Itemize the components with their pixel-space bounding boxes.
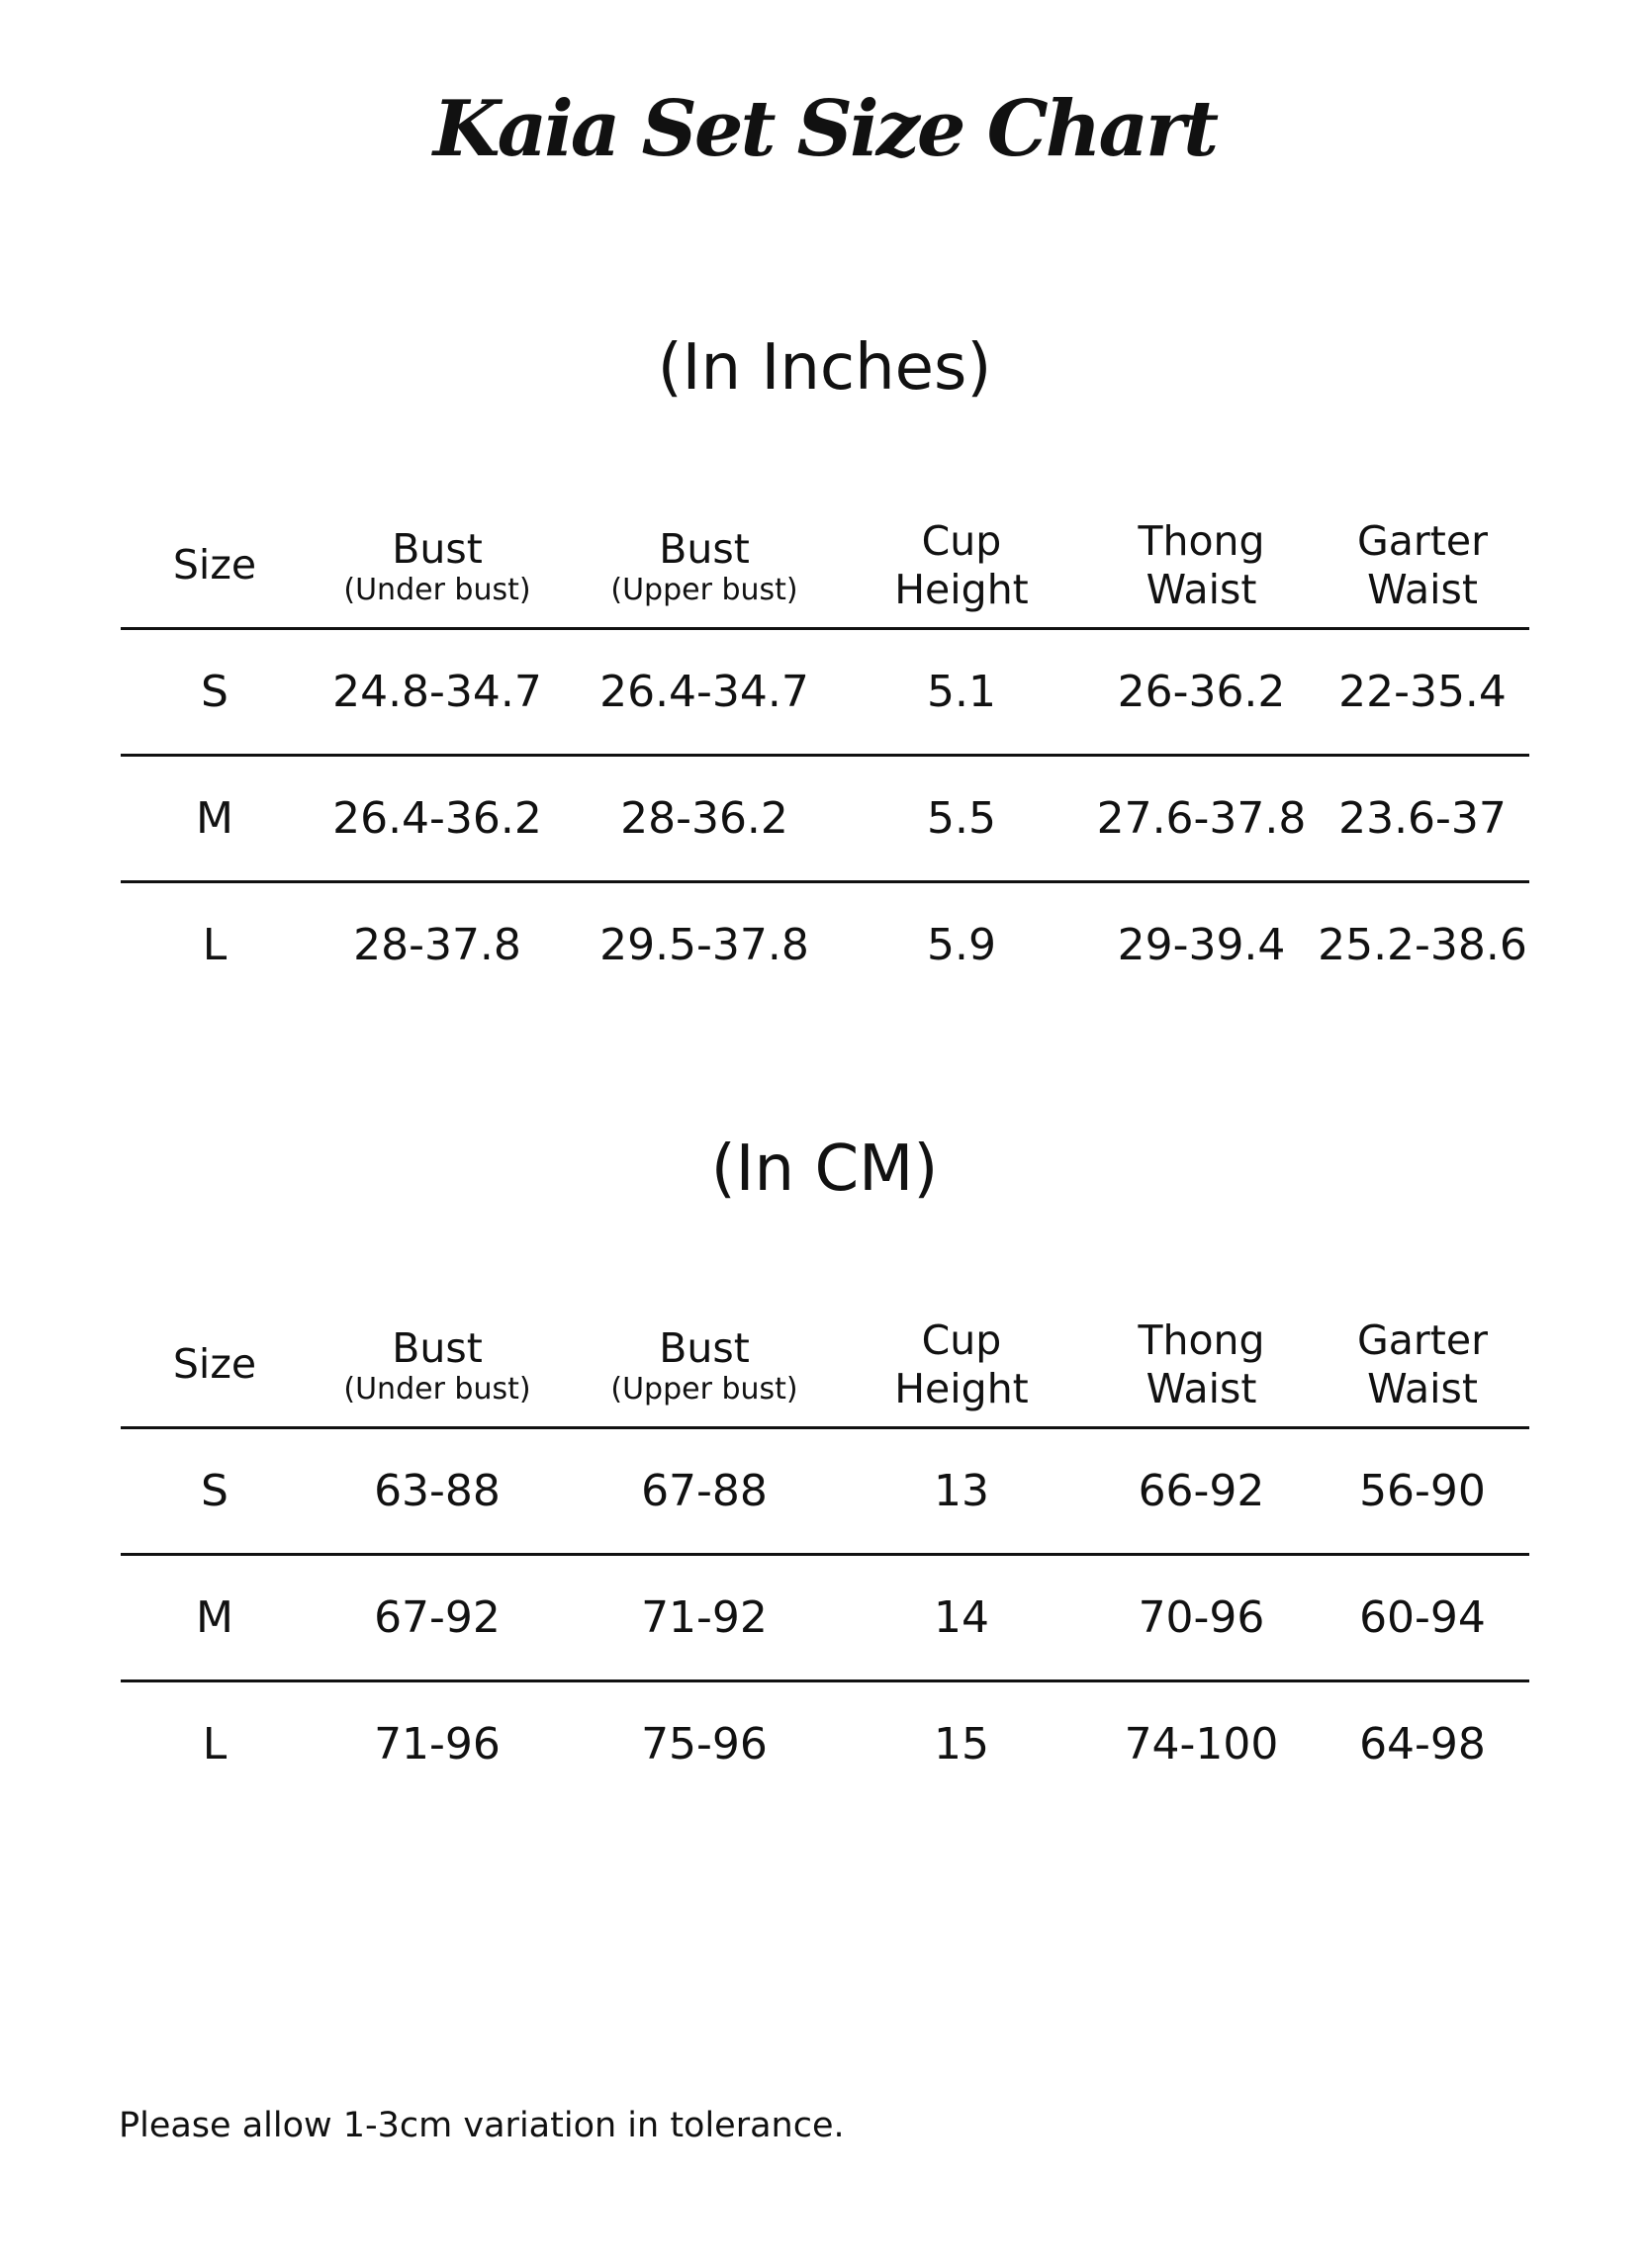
size-cell: L [202, 920, 228, 970]
bust-under-cell: 24.8-34.7 [332, 667, 542, 717]
header-label: Bust [392, 524, 483, 573]
header-sublabel: (Under bust) [343, 573, 531, 608]
page-title: Kaia Set Size Chart [432, 84, 1217, 174]
thong-waist-cell: 27.6-37.8 [1096, 793, 1307, 844]
bust-upper-cell: 67-88 [641, 1466, 768, 1516]
header-label: Size [172, 1340, 257, 1389]
table-row [121, 754, 1529, 880]
cup-height-cell: 14 [934, 1592, 989, 1643]
table-header [121, 504, 1529, 627]
bust-upper-cell: 28-36.2 [620, 793, 788, 844]
bust-upper-cell: 75-96 [641, 1719, 768, 1769]
size-cell: S [201, 1466, 229, 1516]
table-row [121, 880, 1529, 1007]
thong-waist-cell: 74-100 [1124, 1719, 1279, 1769]
cup-height-cell: 13 [934, 1466, 989, 1516]
header-sublabel: (Upper bust) [610, 573, 798, 608]
header-garter-waist [1313, 504, 1532, 627]
header-cup-height [853, 504, 1070, 627]
header-label: Garter Waist [1357, 1315, 1488, 1412]
header-sublabel: (Upper bust) [610, 1372, 798, 1407]
header-label: Size [172, 541, 257, 590]
bust-under-cell: 67-92 [374, 1592, 501, 1643]
garter-waist-cell: 56-90 [1359, 1466, 1486, 1516]
garter-waist-cell: 64-98 [1359, 1719, 1486, 1769]
thong-waist-cell: 70-96 [1138, 1592, 1265, 1643]
cup-height-cell: 5.9 [927, 920, 996, 970]
cm-section-title: (In CM) [710, 1133, 939, 1206]
header-label: Garter Waist [1357, 516, 1488, 613]
bust-under-cell: 28-37.8 [353, 920, 521, 970]
size-cell: M [196, 1592, 233, 1643]
bust-upper-cell: 71-92 [641, 1592, 768, 1643]
cup-height-cell: 5.1 [927, 667, 996, 717]
header-label: Thong Waist [1138, 1315, 1265, 1412]
header-garter-waist [1313, 1304, 1532, 1426]
inches-section-title: (In Inches) [657, 331, 992, 405]
header-cup-height [853, 1304, 1070, 1426]
header-size [121, 504, 309, 627]
header-size [121, 1304, 309, 1426]
garter-waist-cell: 23.6-37 [1338, 793, 1507, 844]
garter-waist-cell: 22-35.4 [1338, 667, 1507, 717]
garter-waist-cell: 60-94 [1359, 1592, 1486, 1643]
bust-upper-cell: 29.5-37.8 [599, 920, 809, 970]
bust-under-cell: 26.4-36.2 [332, 793, 542, 844]
size-cell: L [202, 1719, 228, 1769]
size-cell: M [196, 793, 233, 844]
cup-height-cell: 15 [934, 1719, 989, 1769]
header-label: Cup Height [894, 516, 1029, 613]
header-bust-upper [576, 504, 833, 627]
cm-size-table [121, 1304, 1529, 1806]
table-row [121, 1426, 1529, 1553]
header-sublabel: (Under bust) [343, 1372, 531, 1407]
header-label: Cup Height [894, 1315, 1029, 1412]
thong-waist-cell: 29-39.4 [1117, 920, 1286, 970]
header-thong-waist [1075, 1304, 1328, 1426]
garter-waist-cell: 25.2-38.6 [1318, 920, 1527, 970]
size-cell: S [201, 667, 229, 717]
header-bust-under [309, 1304, 566, 1426]
thong-waist-cell: 66-92 [1138, 1466, 1265, 1516]
header-label: Thong Waist [1138, 516, 1265, 613]
table-row [121, 627, 1529, 754]
bust-under-cell: 71-96 [374, 1719, 501, 1769]
inches-size-table [121, 504, 1529, 1007]
header-thong-waist [1075, 504, 1328, 627]
header-label: Bust [392, 1323, 483, 1372]
cup-height-cell: 5.5 [927, 793, 996, 844]
bust-under-cell: 63-88 [374, 1466, 501, 1516]
table-row [121, 1553, 1529, 1679]
thong-waist-cell: 26-36.2 [1117, 667, 1286, 717]
bust-upper-cell: 26.4-34.7 [599, 667, 809, 717]
header-bust-upper [576, 1304, 833, 1426]
table-header [121, 1304, 1529, 1426]
table-row [121, 1679, 1529, 1806]
header-label: Bust [659, 1323, 750, 1372]
tolerance-note: Please allow 1-3cm variation in tolerance. [119, 2106, 845, 2145]
header-bust-under [309, 504, 566, 627]
header-label: Bust [659, 524, 750, 573]
